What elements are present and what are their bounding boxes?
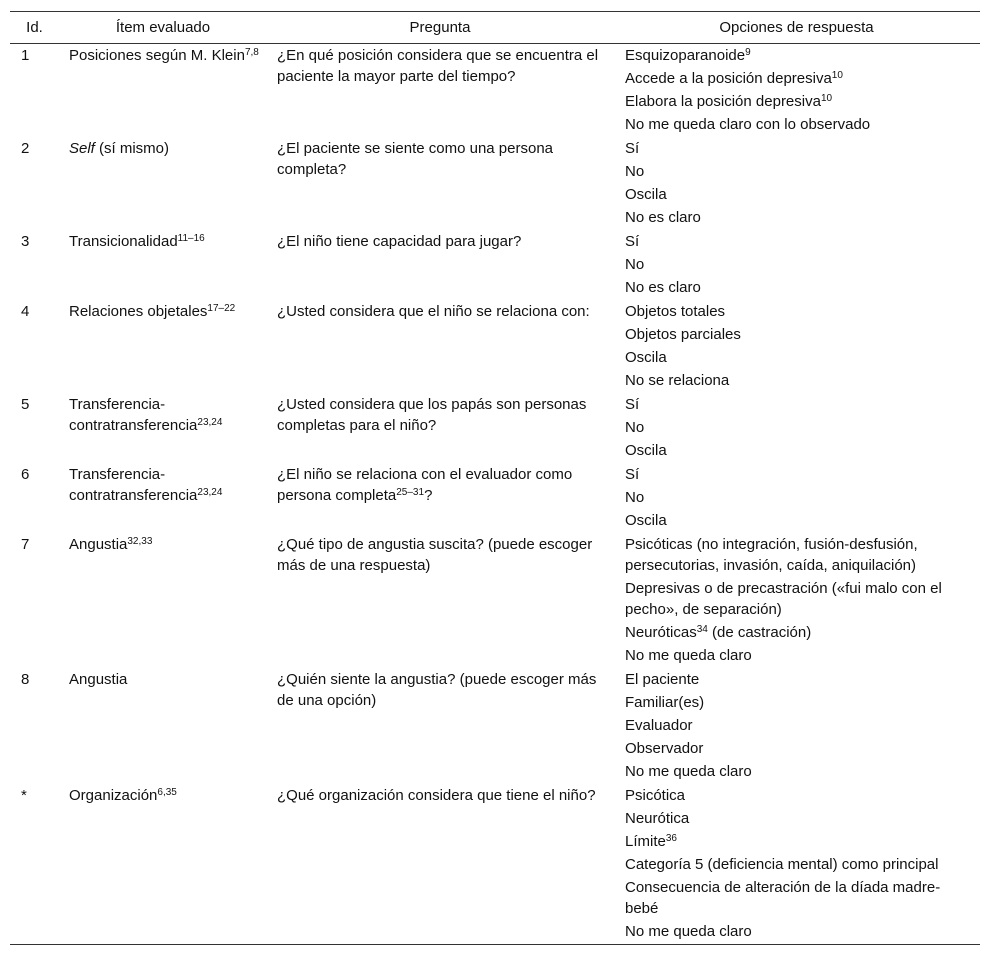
answer-option	[625, 231, 960, 252]
item-italic-text: Self	[69, 140, 95, 157]
answer-option	[625, 578, 960, 620]
item-reference: 23,24	[197, 417, 223, 428]
answer-option-text: Evaluador	[625, 717, 693, 734]
row-question	[267, 230, 613, 300]
answer-option-text: Sí	[625, 233, 640, 250]
question-text: ¿Usted considera que el niño se relaciona con:	[277, 303, 590, 320]
item-reference: 11–16	[177, 233, 205, 244]
answer-option-text: Oscila	[625, 349, 667, 366]
answer-option-reference: 10	[820, 93, 833, 104]
table-header	[10, 12, 980, 44]
row-question	[267, 44, 613, 138]
answer-option	[625, 394, 960, 415]
question-text: ¿El paciente se siente como una persona completa?	[277, 140, 553, 178]
item-text: (sí mismo)	[94, 140, 170, 157]
table-container	[10, 11, 980, 945]
row-options	[613, 300, 980, 393]
row-item	[59, 300, 267, 393]
answer-option	[625, 254, 960, 275]
answer-option-text: Objetos totales	[625, 303, 726, 320]
row-options	[613, 668, 980, 784]
answer-option	[625, 738, 960, 759]
answer-option	[625, 277, 960, 298]
table-row	[10, 230, 980, 300]
answer-option	[625, 207, 960, 228]
table-row	[10, 463, 980, 533]
answer-option-text: Sí	[625, 140, 640, 157]
answer-option	[625, 45, 960, 66]
answer-option-reference: 9	[745, 47, 751, 58]
answer-option	[625, 324, 960, 345]
table-row	[10, 668, 980, 784]
row-options	[613, 784, 980, 945]
answer-option-text: Oscila	[625, 442, 667, 459]
row-item	[59, 668, 267, 784]
answer-option-tail: (de castración)	[707, 624, 812, 641]
answer-option-text: Oscila	[625, 186, 667, 203]
answer-option-text: No	[625, 489, 645, 506]
row-item	[59, 137, 267, 230]
answer-option-reference: 34	[696, 624, 708, 635]
row-id: 4	[21, 303, 30, 320]
answer-option	[625, 417, 960, 438]
row-id: 5	[21, 396, 30, 413]
answer-option	[625, 761, 960, 782]
answer-option-text: No me queda claro	[625, 647, 752, 664]
question-text: ¿En qué posición considera que se encuentra el paciente la mayor parte del tiempo?	[277, 47, 599, 85]
table-row	[10, 137, 980, 230]
row-options	[613, 533, 980, 668]
answer-option	[625, 487, 960, 508]
table-row	[10, 784, 980, 945]
question-text: ¿El niño tiene capacidad para jugar?	[277, 233, 522, 250]
answer-option-text: Psicóticas (no integración, fusión-desfusión, persecutorias, invasión, caída, aniquilación)	[625, 536, 918, 574]
answer-option-reference: 10	[831, 70, 843, 81]
answer-option	[625, 669, 960, 690]
answer-option	[625, 138, 960, 159]
answer-option-text: Observador	[625, 740, 704, 757]
answer-option-text: No es claro	[625, 279, 701, 296]
row-id: 7	[21, 536, 30, 553]
answer-option-text: Categoría 5 (deficiencia mental) como principal	[625, 856, 939, 873]
header-options: Opciones de respuesta	[613, 12, 980, 44]
answer-option	[625, 715, 960, 736]
header-question: Pregunta	[267, 12, 613, 44]
answer-option	[625, 510, 960, 531]
answer-option	[625, 534, 960, 576]
question-text: ¿Quién siente la angustia? (puede escoger más de una opción)	[277, 671, 597, 709]
answer-option-reference: 36	[665, 833, 677, 844]
answer-option-text: No me queda claro con lo observado	[625, 116, 871, 133]
answer-option-text: Psicótica	[625, 787, 686, 804]
evaluation-table	[10, 11, 980, 945]
answer-option	[625, 645, 960, 666]
item-reference: 6,35	[157, 787, 177, 798]
question-text: ¿Qué tipo de angustia suscita? (puede escoger más de una respuesta)	[277, 536, 593, 574]
row-options	[613, 463, 980, 533]
row-question	[267, 784, 613, 945]
row-options	[613, 393, 980, 463]
row-question	[267, 137, 613, 230]
answer-option-text: Neuróticas	[625, 624, 697, 641]
answer-option-text: No	[625, 419, 645, 436]
row-item	[59, 44, 267, 138]
item-text: Transicionalidad	[69, 233, 178, 250]
table-row	[10, 393, 980, 463]
answer-option-text: Oscila	[625, 512, 667, 529]
answer-option	[625, 921, 960, 942]
row-question	[267, 533, 613, 668]
header-item: Ítem evaluado	[59, 12, 267, 44]
row-question	[267, 668, 613, 784]
row-question	[267, 463, 613, 533]
answer-option-text: Sí	[625, 396, 640, 413]
row-item	[59, 463, 267, 533]
item-text: Angustia	[69, 671, 128, 688]
item-text: Posiciones según M. Klein	[69, 47, 245, 64]
answer-option	[625, 347, 960, 368]
row-item	[59, 393, 267, 463]
table-row	[10, 44, 980, 138]
answer-option-text: Límite	[625, 833, 666, 850]
answer-option-text: No es claro	[625, 209, 701, 226]
answer-option	[625, 91, 960, 112]
item-text: Relaciones objetales	[69, 303, 208, 320]
answer-option-text: Esquizoparanoide	[625, 47, 746, 64]
answer-option-text: Neurótica	[625, 810, 690, 827]
answer-option	[625, 692, 960, 713]
row-id: 1	[21, 47, 30, 64]
row-options	[613, 44, 980, 138]
answer-option	[625, 464, 960, 485]
answer-option-text: Depresivas o de precastración («fui malo con el pecho», de separación)	[625, 580, 942, 618]
answer-option	[625, 808, 960, 829]
answer-option-text: No me queda claro	[625, 763, 752, 780]
answer-option-text: Sí	[625, 466, 640, 483]
answer-option-text: El paciente	[625, 671, 700, 688]
row-question	[267, 300, 613, 393]
answer-option	[625, 785, 960, 806]
question-text: ¿El niño se relaciona con el evaluador como persona completa	[277, 466, 573, 504]
answer-option-text: No se relaciona	[625, 372, 730, 389]
row-options	[613, 230, 980, 300]
item-text: Angustia	[69, 536, 128, 553]
answer-option	[625, 370, 960, 391]
question-text: ¿Qué organización considera que tiene el niño?	[277, 787, 596, 804]
answer-option	[625, 68, 960, 89]
answer-option-text: No	[625, 163, 645, 180]
item-reference: 7,8	[244, 47, 259, 58]
answer-option-text: Objetos parciales	[625, 326, 741, 343]
answer-option	[625, 161, 960, 182]
item-reference: 32,33	[127, 536, 153, 547]
item-reference: 23,24	[197, 487, 223, 498]
answer-option-text: No me queda claro	[625, 923, 752, 940]
row-item	[59, 230, 267, 300]
answer-option-text: Elabora la posición depresiva	[625, 93, 821, 110]
table-row	[10, 300, 980, 393]
answer-option	[625, 440, 960, 461]
answer-option-text: Accede a la posición depresiva	[625, 70, 832, 87]
row-question	[267, 393, 613, 463]
header-row	[10, 12, 980, 44]
question-reference: 25–31	[396, 487, 425, 498]
table-row	[10, 533, 980, 668]
answer-option	[625, 854, 960, 875]
row-item	[59, 533, 267, 668]
row-id: 3	[21, 233, 30, 250]
answer-option	[625, 831, 960, 852]
item-text: Transferencia-contratransferencia	[69, 396, 198, 434]
row-id: 8	[21, 671, 30, 688]
question-text: ¿Usted considera que los papás son personas completas para el niño?	[277, 396, 587, 434]
row-id: *	[10, 784, 59, 945]
answer-option-text: Consecuencia de alteración de la díada madre-bebé	[625, 879, 941, 917]
item-reference: 17–22	[207, 303, 236, 314]
answer-option	[625, 114, 960, 135]
answer-option	[625, 877, 960, 919]
row-options	[613, 137, 980, 230]
answer-option	[625, 301, 960, 322]
row-item	[59, 784, 267, 945]
item-text: Organización	[69, 787, 158, 804]
row-id: 2	[21, 140, 30, 157]
answer-option	[625, 622, 960, 643]
item-text: Transferencia-contratransferencia	[69, 466, 198, 504]
answer-option-text: Familiar(es)	[625, 694, 705, 711]
answer-option-text: No	[625, 256, 645, 273]
table-body	[10, 44, 980, 945]
header-id: Id.	[10, 12, 59, 44]
question-tail: ?	[424, 487, 433, 504]
answer-option	[625, 184, 960, 205]
row-id: 6	[21, 466, 30, 483]
